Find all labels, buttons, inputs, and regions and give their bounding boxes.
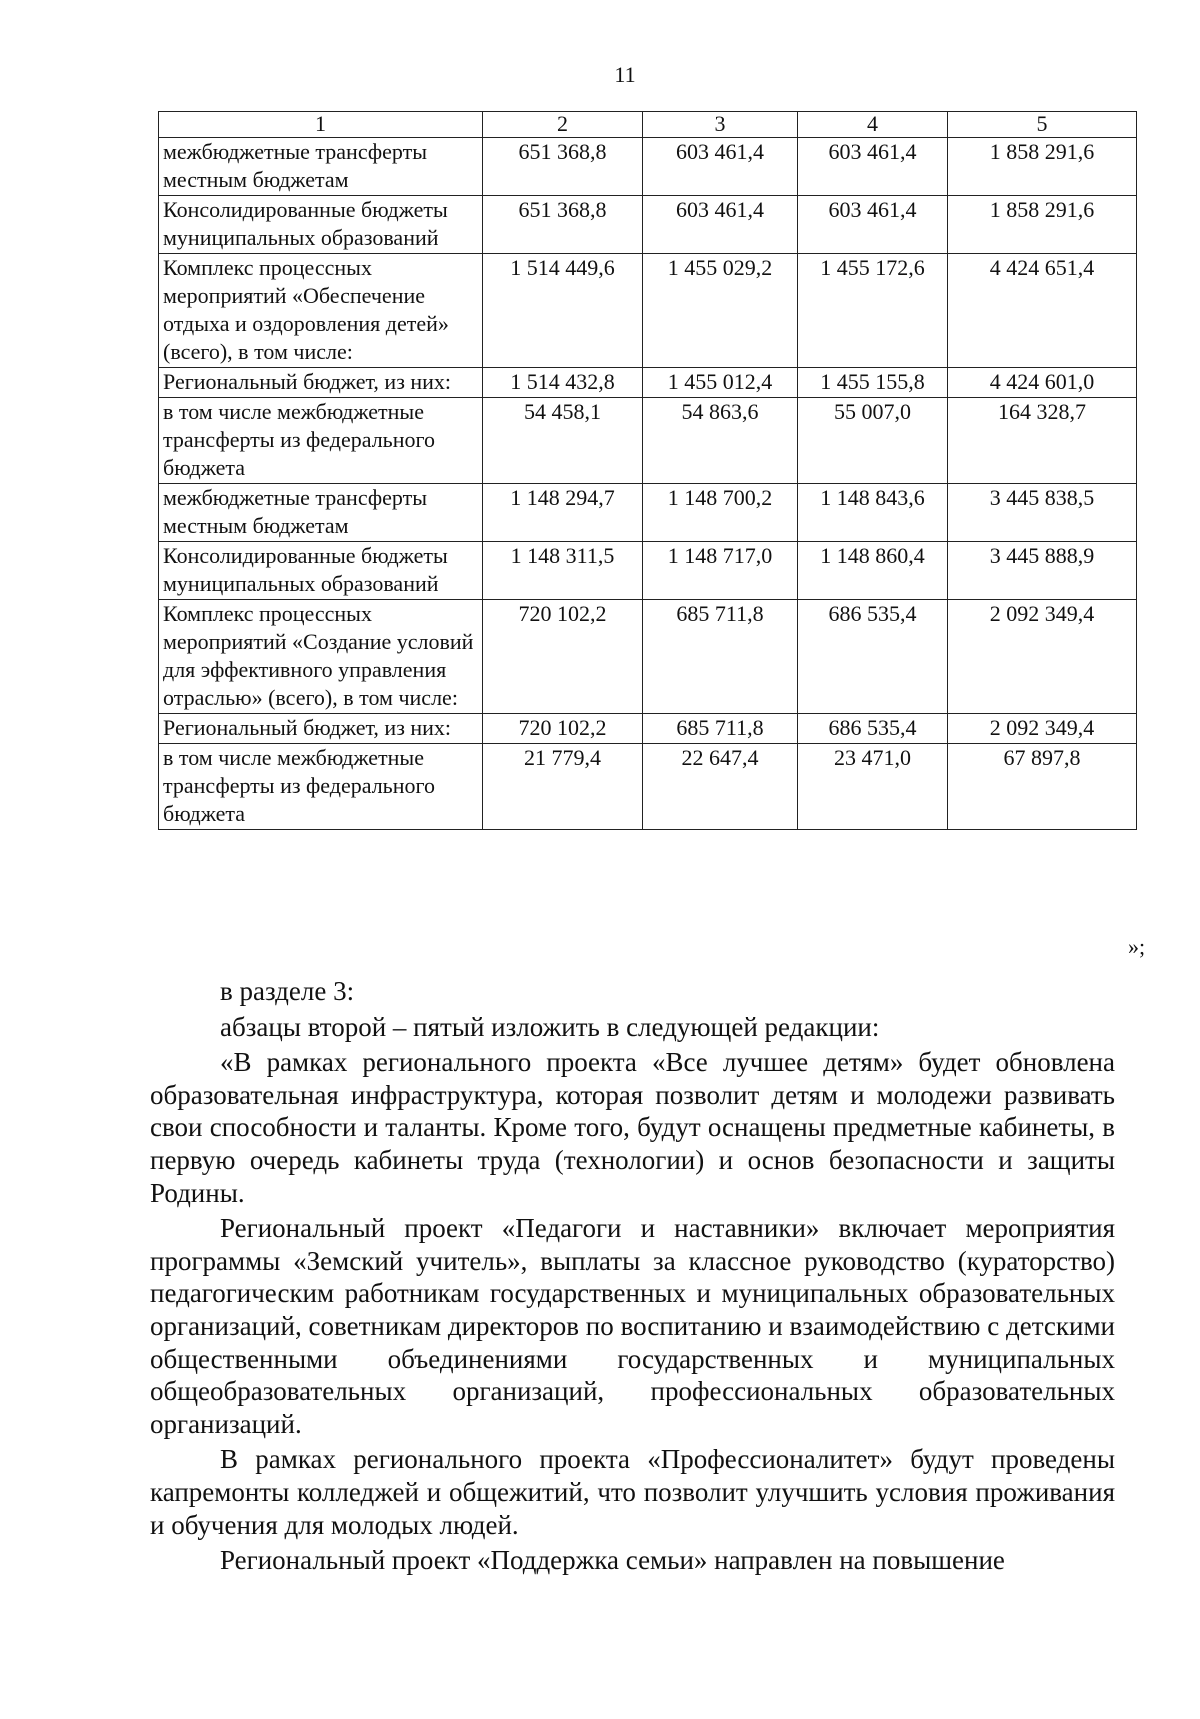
paragraph: В рамках регионального проекта «Профессионалитет» будут проведены капремонты колледжей и общежитий, что позволит улучшить условия проживания и обучения для молодых людей. — [150, 1444, 1115, 1540]
table-cell: 685 711,8 — [643, 714, 798, 744]
body-text — [150, 975, 1115, 1580]
row-label: Региональный бюджет, из них: — [159, 714, 483, 744]
table-cell: 4 424 601,0 — [948, 368, 1137, 398]
paragraph: абзацы второй – пятый изложить в следующей редакции: — [220, 1011, 880, 1042]
paragraph: в разделе 3: — [220, 976, 355, 1006]
row-label: Консолидированные бюджеты муниципальных образований — [159, 542, 483, 600]
table-row — [159, 600, 1137, 714]
table-row — [159, 744, 1137, 830]
table-cell: 3 445 888,9 — [948, 542, 1137, 600]
table-cell: 1 148 311,5 — [483, 542, 643, 600]
table-row — [159, 368, 1137, 398]
row-label: межбюджетные трансферты местным бюджетам — [159, 484, 483, 542]
table-cell: 685 711,8 — [643, 600, 798, 714]
table-cell: 1 858 291,6 — [948, 196, 1137, 254]
table-row — [159, 714, 1137, 744]
table-cell: 164 328,7 — [948, 398, 1137, 484]
table-cell: 720 102,2 — [483, 714, 643, 744]
paragraph: «В рамках регионального проекта «Все лучшее детям» будет обновлена образовательная инфраструктура, которая позволит детям и молодежи развивать свои способности и таланты. Кроме того, будут оснащены предметные кабинеты, в первую очередь кабинеты труда (технологии) и основ безопасности и защиты Родины. — [150, 1047, 1115, 1208]
column-header: 2 — [483, 112, 643, 138]
column-header: 5 — [948, 112, 1137, 138]
table-cell: 603 461,4 — [798, 138, 948, 196]
column-header: 4 — [798, 112, 948, 138]
table-cell: 2 092 349,4 — [948, 600, 1137, 714]
table-cell: 21 779,4 — [483, 744, 643, 830]
table-cell: 1 148 843,6 — [798, 484, 948, 542]
table-cell: 651 368,8 — [483, 196, 643, 254]
table-cell: 1 455 012,4 — [643, 368, 798, 398]
table-cell: 67 897,8 — [948, 744, 1137, 830]
table-cell: 1 148 717,0 — [643, 542, 798, 600]
table-cell: 3 445 838,5 — [948, 484, 1137, 542]
table-cell: 603 461,4 — [643, 138, 798, 196]
row-label: в том числе межбюджетные трансферты из федерального бюджета — [159, 744, 483, 830]
page-number: 11 — [614, 62, 636, 87]
row-label: Комплекс процессных мероприятий «Создание условий для эффективного управления отраслью» (всего), в том числе: — [159, 600, 483, 714]
table-row — [159, 398, 1137, 484]
budget-table — [158, 111, 1137, 830]
row-label: Региональный бюджет, из них: — [159, 368, 483, 398]
table-row — [159, 196, 1137, 254]
table-cell: 22 647,4 — [643, 744, 798, 830]
table-cell: 603 461,4 — [798, 196, 948, 254]
table-row — [159, 254, 1137, 368]
row-label: в том числе межбюджетные трансферты из федерального бюджета — [159, 398, 483, 484]
table-cell: 1 148 860,4 — [798, 542, 948, 600]
table-cell: 603 461,4 — [643, 196, 798, 254]
table-cell: 1 858 291,6 — [948, 138, 1137, 196]
table-row — [159, 484, 1137, 542]
column-header: 3 — [643, 112, 798, 138]
table-cell: 55 007,0 — [798, 398, 948, 484]
table-row — [159, 542, 1137, 600]
paragraph: Региональный проект «Педагоги и наставники» включает мероприятия программы «Земский учитель», выплаты за классное руководство (кураторство) педагогическим работникам государственных и муниципальных образовательных организаций, советникам директоров по воспитанию и взаимодействию с детскими общественными объединениями государственных и муниципальных общеобразовательных организаций, профессиональных образовательных организаций. — [150, 1213, 1115, 1439]
closing-quote: »; — [1128, 934, 1146, 959]
table-cell: 1 455 155,8 — [798, 368, 948, 398]
table-cell: 54 458,1 — [483, 398, 643, 484]
row-label: Комплекс процессных мероприятий «Обеспечение отдыха и оздоровления детей» (всего), в том числе: — [159, 254, 483, 368]
table-cell: 1 455 172,6 — [798, 254, 948, 368]
row-label: межбюджетные трансферты местным бюджетам — [159, 138, 483, 196]
table-cell: 23 471,0 — [798, 744, 948, 830]
table-row — [159, 138, 1137, 196]
table-cell: 720 102,2 — [483, 600, 643, 714]
table-cell: 1 514 432,8 — [483, 368, 643, 398]
table-cell: 54 863,6 — [643, 398, 798, 484]
table-cell: 2 092 349,4 — [948, 714, 1137, 744]
table-cell: 1 148 294,7 — [483, 484, 643, 542]
table-cell: 1 148 700,2 — [643, 484, 798, 542]
table-cell: 686 535,4 — [798, 600, 948, 714]
paragraph: Региональный проект «Поддержка семьи» направлен на повышение — [220, 1545, 1005, 1576]
table-cell: 1 455 029,2 — [643, 254, 798, 368]
row-label: Консолидированные бюджеты муниципальных образований — [159, 196, 483, 254]
table-cell: 4 424 651,4 — [948, 254, 1137, 368]
table-cell: 686 535,4 — [798, 714, 948, 744]
table-cell: 1 514 449,6 — [483, 254, 643, 368]
table-cell: 651 368,8 — [483, 138, 643, 196]
column-header: 1 — [159, 112, 483, 138]
table-header-row — [159, 112, 1137, 138]
